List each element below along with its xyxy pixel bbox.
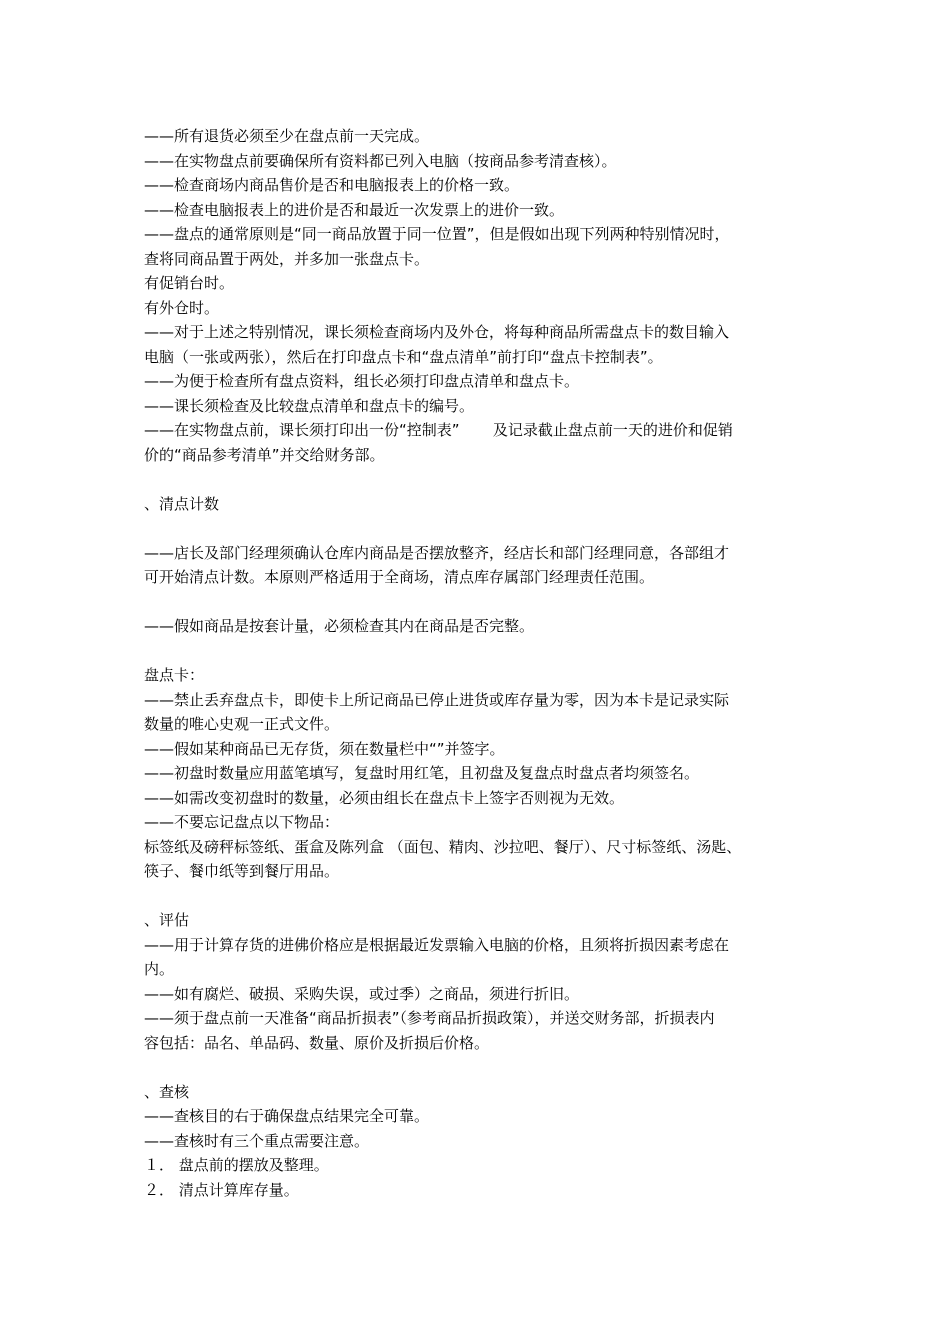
text-line: 电脑（一张或两张），然后在打印盘点卡和“盘点清单”前打印“盘点卡控制表”。 [144, 347, 663, 366]
section-heading: 、查核 [144, 1082, 190, 1101]
text-line: 标签纸及磅秤标签纸、蛋盒及陈列盒 （面包、精肉、沙拉吧、餐厅）、尺寸标签纸、汤匙、 [144, 837, 742, 856]
text-line: 容包括：品名、单品码、数量、原价及折损后价格。 [144, 1033, 490, 1052]
text-line: ——课长须检查及比较盘点清单和盘点卡的编号。 [144, 396, 475, 415]
blank-line [144, 590, 824, 615]
section-heading: 、评估 [144, 911, 190, 929]
text-line: 可开始清点计数。本原则严格适用于全商场，清点库存属部门经理责任范围。 [144, 568, 655, 586]
text-line: ——查核时有三个重点需要注意。 [144, 1131, 370, 1150]
section-heading: 盘点卡： [144, 666, 205, 684]
text-line: ——在实物盘点前，课长须打印出一份“控制表” 及记录截止盘点前一天的进价和促销 [144, 421, 733, 439]
text-line: ——初盘时数量应用蓝笔填写，复盘时用红笔，且初盘及复盘点时盘点者均须签名。 [144, 764, 700, 782]
text-line: ——假如商品是按套计量，必须检查其内在商品是否完整。 [144, 617, 535, 635]
text-line: ——检查电脑报表上的进价是否和最近一次发票上的进价一致。 [144, 200, 565, 219]
blank-line [144, 516, 824, 541]
text-line: ——不要忘记盘点以下物品： [144, 813, 340, 831]
text-line: ——为便于检查所有盘点资料，组长必须打印盘点清单和盘点卡。 [144, 372, 580, 390]
text-line: ——对于上述之特别情况，课长须检查商场内及外仓，将每种商品所需盘点卡的数目输入 [144, 323, 730, 341]
text-line: 查将同商品置于两处，并多加一张盘点卡。 [144, 249, 430, 268]
list-item: ２． 清点计算库存量。 [144, 1180, 299, 1199]
text-line: ——用于计算存货的进佛价格应是根据最近发票输入电脑的价格，且须将折损因素考虑在 [144, 935, 730, 954]
text-line: 筷子、餐巾纸等到餐厅用品。 [144, 862, 340, 880]
text-line: 价的“商品参考清单”并交给财务部。 [144, 445, 385, 464]
text-line: ——须于盘点前一天准备“商品折损表”（参考商品折损政策），并送交财务部，折损表内 [144, 1009, 715, 1027]
text-line: ——如需改变初盘时的数量，必须由组长在盘点卡上签字否则视为无效。 [144, 788, 625, 807]
blank-line [144, 639, 824, 664]
list-item: １． 盘点前的摆放及整理。 [144, 1156, 329, 1174]
text-line: 有外仓时。 [144, 298, 220, 317]
blank-line [144, 1055, 824, 1080]
section-heading: 、清点计数 [144, 494, 220, 513]
text-line: ——所有退货必须至少在盘点前一天完成。 [144, 127, 430, 145]
document-body [144, 124, 824, 1202]
text-line: 内。 [144, 960, 175, 978]
text-line: ——如有腐烂、破损、采购失误，或过季）之商品，须进行折旧。 [144, 984, 580, 1003]
text-line: 有促销台时。 [144, 274, 235, 292]
text-line: ——店长及部门经理须确认仓库内商品是否摆放整齐，经店长和部门经理同意，各部组才 [144, 543, 730, 562]
text-line: ——假如某种商品已无存货，须在数量栏中“”并签字。 [144, 739, 505, 758]
text-line: ——盘点的通常原则是“同一商品放置于同一位置”，但是假如出现下列两种特别情况时， [144, 225, 730, 243]
text-line: ——在实物盘点前要确保所有资料都已列入电脑（按商品参考清查核）。 [144, 151, 617, 170]
text-line: ——查核目的右于确保盘点结果完全可靠。 [144, 1107, 430, 1125]
text-line: 数量的唯心史观一正式文件。 [144, 715, 340, 733]
blank-line [144, 467, 824, 492]
text-line: ——禁止丢弃盘点卡，即使卡上所记商品已停止进货或库存量为零，因为本卡是记录实际 [144, 690, 730, 709]
text-line: ——检查商场内商品售价是否和电脑报表上的价格一致。 [144, 176, 520, 194]
blank-line [144, 884, 824, 909]
